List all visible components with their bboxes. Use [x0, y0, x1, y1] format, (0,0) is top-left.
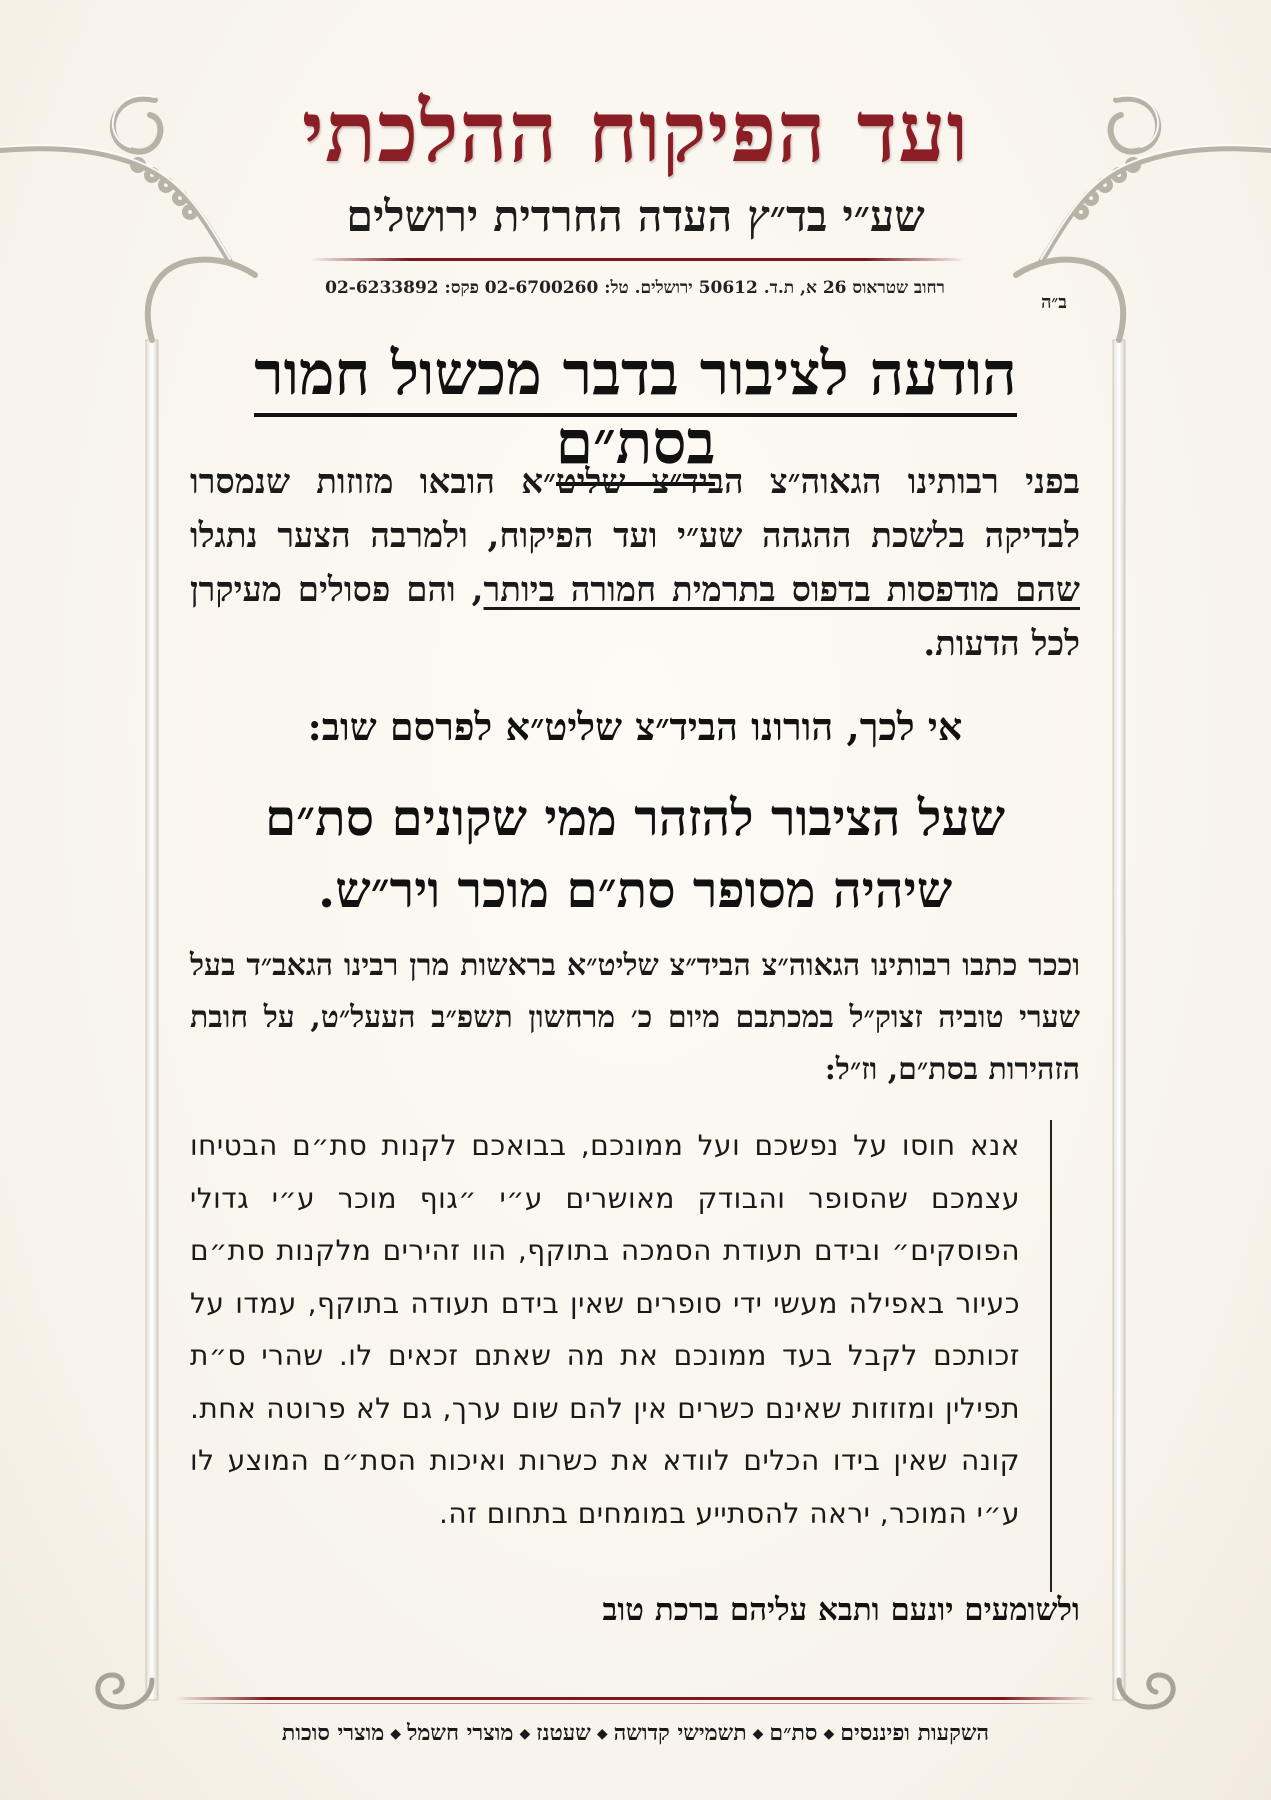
footer-divider-thin: [175, 1703, 1096, 1704]
footer-item: שעטנז: [536, 1720, 591, 1746]
masthead-divider: [310, 258, 965, 261]
headline-text: הודעה לציבור בדבר מכשול חמור בסת״ם: [254, 339, 1017, 486]
footer-item: מוצרי סוכות: [281, 1720, 385, 1746]
bh-mark: ב״ה: [1041, 292, 1067, 313]
paragraph-1-after: , והם פסולים מעיקרן לכל הדעות.: [190, 570, 1080, 664]
footer-item: מוצרי חשמל: [407, 1720, 514, 1746]
footer-separator: ◆: [823, 1726, 835, 1742]
quote-divider: [1050, 1120, 1052, 1592]
footer-separator: ◆: [519, 1726, 531, 1742]
footer-separator: ◆: [752, 1726, 764, 1742]
footer-separator: ◆: [596, 1726, 608, 1742]
directive: [190, 782, 1080, 926]
footer-item: סת״ם: [769, 1720, 818, 1746]
quote-block: אנא חוסו על נפשכם ועל ממונכם, בבואכם לקנות סת״ם הבטיחו עצמכם שהסופר והבודק מאושרים ע״י ״גוף מוכר ע״י גדולי הפוסקים״ ובידם תעודת הסמכה בתוקף, הוו זהירים מלקנות סת״ם כעיור באפילה מעשי ידי סופרים שאין בידם תעודה בתוקף, עמדו על זכותכם לקבל בעד ממונכם את מה שאתם זכאים לו. שהרי ס״ת תפילין ומזוזות שאינם כשרים אין להם שום ערך, גם לא פרוטה אחת. קונה שאין בידו הכלים לוודא את כשרות ואיכות הסת״ם המוצע לו ע״י המוכר, יראה להסתייע במומחים בתחום זה.: [190, 1129, 1020, 1530]
footer-services: [150, 1720, 1121, 1746]
directive-intro: אי לכך, הורונו הביד״צ שליט״א לפרסם שוב:: [307, 704, 963, 749]
footer-divider: [175, 1697, 1096, 1700]
directive-line-1: שעל הציבור להזהר ממי שקונים סת״ם: [264, 788, 1006, 847]
paragraph-letter-intro: וככר כתבו רבותינו הגאוה״צ הביד״צ שליט״א בראשות מרן רבינו הגאב״ד בעל שערי טוביה זצוק״ל במכתבם מיום כ׳ מרחשון תשפ״ב העעל״ט, על חובת הזהירות בסת״ם, וז״ל:: [190, 948, 1080, 1087]
masthead-subtitle: שע״י בד״ץ העדה החרדית ירושלים: [346, 192, 925, 242]
paragraph-announcement: [190, 455, 1080, 671]
paragraph-1-before: בפני רבותינו הגאוה״צ הביד״צ שליט״א הובאו מזוזות שנמסרו לבדיקה בלשכת ההגהה שע״י ועד הפיקוח, ולמרבה הצער נתגלו: [190, 462, 1080, 556]
masthead-title: ועד הפיקוח ההלכתי: [301, 82, 970, 181]
paragraph-1-underlined: שהם מודפסות בדפוס בתרמית חמורה ביותר: [483, 570, 1080, 610]
footer-item: השקעות ופיננסים: [840, 1720, 990, 1746]
footer-item: תשמישי קדושה: [613, 1720, 747, 1746]
footer-separator: ◆: [390, 1726, 402, 1742]
directive-line-2: שיהיה מסופר סת״ם מוכר ויר״ש.: [317, 860, 953, 919]
closing-blessing: ולשומעים יונעם ותבא עליהם ברכת טוב: [602, 1592, 1080, 1628]
scroll-ornament-bottom-left: [98, 1675, 152, 1707]
scroll-ornament-bottom-right: [1119, 1675, 1173, 1707]
masthead-address: רחוב שטראוס 26 א, ת.ד. 50612 ירושלים. טל: 02-6700260 פקס: 02-6233892: [325, 278, 945, 298]
